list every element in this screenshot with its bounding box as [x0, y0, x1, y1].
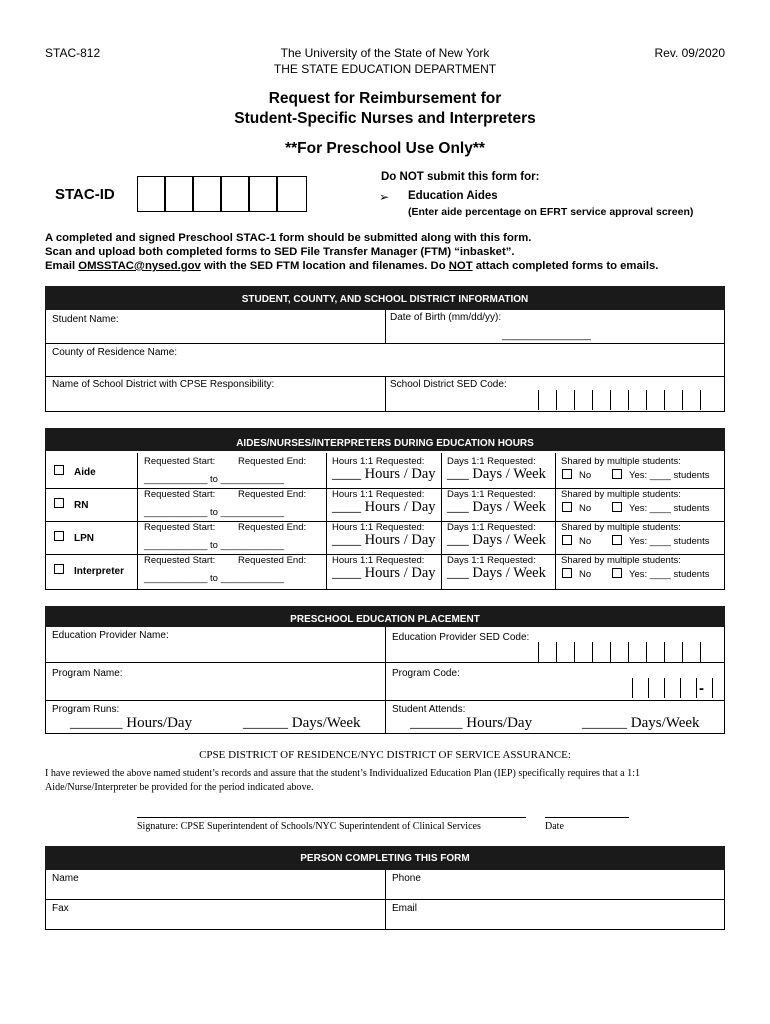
shared-label: Shared by multiple students: — [561, 555, 681, 566]
days-requested-label: Days 1:1 Requested: — [447, 555, 536, 566]
completer-email-field[interactable] — [392, 914, 722, 928]
program-code-dash: - — [699, 680, 704, 697]
stac-id-digit-box[interactable] — [193, 176, 221, 212]
days-requested-label: Days 1:1 Requested: — [447, 456, 536, 467]
completer-phone-label: Phone — [392, 873, 421, 884]
service-type-label: Aide — [74, 467, 96, 478]
student-attends-label: Student Attends: — [392, 704, 466, 715]
requested-end-label: Requested End: — [238, 522, 307, 533]
placement-section-header: PRESCHOOL EDUCATION PLACEMENT — [45, 606, 725, 627]
not-emphasis: NOT — [448, 260, 473, 272]
program-runs-label: Program Runs: — [52, 704, 120, 715]
excluded-item: Education Aides — [408, 190, 498, 202]
shared-no-checkbox[interactable] — [562, 502, 572, 512]
stac-id-digit-box[interactable] — [137, 176, 165, 212]
days-per-week-field[interactable]: ___ Days / Week — [447, 532, 546, 548]
student-attends-days[interactable]: ______ Days/Week — [582, 715, 700, 731]
days-per-week-field[interactable]: ___ Days / Week — [447, 499, 546, 515]
signature-label: Signature: CPSE Superintendent of Schools/NYC Superintendent of Clinical Services — [137, 821, 481, 832]
requested-date-range-field[interactable]: ____________ to ____________ — [144, 474, 285, 485]
shared-yes-checkbox[interactable] — [612, 502, 622, 512]
instruction-text: with the SED FTM location and filenames. Do — [200, 260, 449, 272]
date-label: Date — [545, 821, 564, 832]
do-not-submit-note: Do NOT submit this form for: — [381, 171, 540, 183]
provider-name-label: Education Provider Name: — [52, 630, 169, 641]
days-per-week-field[interactable]: ___ Days / Week — [447, 565, 546, 581]
dob-field[interactable]: ________________ — [502, 330, 591, 341]
service-type-checkbox[interactable] — [54, 465, 64, 475]
hours-requested-label: Hours 1:1 Requested: — [332, 555, 425, 566]
shared-label: Shared by multiple students: — [561, 522, 681, 533]
shared-no-label: No — [579, 503, 592, 514]
completer-email-label: Email — [392, 903, 418, 914]
form-code: STAC-812 — [45, 46, 101, 60]
shared-yes-label[interactable]: Yes: ____ students — [629, 536, 710, 547]
requested-start-label: Requested Start: — [144, 456, 216, 467]
requested-end-label: Requested End: — [238, 489, 307, 500]
department-name: THE STATE EDUCATION DEPARTMENT — [273, 62, 497, 76]
shared-yes-checkbox[interactable] — [612, 469, 622, 479]
hours-requested-label: Hours 1:1 Requested: — [332, 522, 425, 533]
shared-no-checkbox[interactable] — [562, 535, 572, 545]
service-type-checkbox[interactable] — [54, 531, 64, 541]
completer-phone-field[interactable] — [392, 884, 722, 898]
service-type-checkbox[interactable] — [54, 498, 64, 508]
shared-yes-checkbox[interactable] — [612, 568, 622, 578]
student-info-header: STUDENT, COUNTY, AND SCHOOL DISTRICT INFORMATION — [45, 286, 725, 310]
signature-line[interactable] — [137, 817, 526, 818]
aides-section-header: AIDES/NURSES/INTERPRETERS DURING EDUCATION HOURS — [45, 428, 725, 451]
provider-name-field[interactable] — [52, 642, 382, 660]
days-requested-label: Days 1:1 Requested: — [447, 522, 536, 533]
shared-yes-label[interactable]: Yes: ____ students — [629, 503, 710, 514]
hours-requested-label: Hours 1:1 Requested: — [332, 489, 425, 500]
service-type-label: LPN — [74, 533, 94, 544]
district-name-field[interactable] — [52, 392, 382, 410]
requested-date-range-field[interactable]: ____________ to ____________ — [144, 507, 285, 518]
shared-yes-label[interactable]: Yes: ____ students — [629, 470, 710, 481]
program-name-field[interactable] — [52, 680, 382, 698]
submission-email-link[interactable]: OMSSTAC@nysed.gov — [78, 260, 201, 272]
completer-section-header: PERSON COMPLETING THIS FORM — [45, 846, 725, 870]
assurance-text-line2: Aide/Nurse/Interpreter be provided for the period indicated above. — [45, 782, 314, 793]
shared-no-label: No — [579, 470, 592, 481]
stac-id-digit-box[interactable] — [277, 176, 307, 212]
shared-yes-checkbox[interactable] — [612, 535, 622, 545]
stac-id-digit-box[interactable] — [165, 176, 193, 212]
completer-name-field[interactable] — [52, 884, 382, 898]
instruction-text: Email — [45, 260, 79, 272]
date-line[interactable] — [545, 817, 629, 818]
hours-per-day-field[interactable]: ____ Hours / Day — [332, 532, 436, 548]
excluded-item-note: (Enter aide percentage on EFRT service approval screen) — [408, 206, 694, 218]
shared-label: Shared by multiple students: — [561, 489, 681, 500]
instruction-line-3 — [45, 260, 658, 272]
requested-end-label: Requested End: — [238, 555, 307, 566]
program-runs-hours[interactable]: _______ Hours/Day — [70, 715, 193, 731]
shared-no-label: No — [579, 536, 592, 547]
county-label: County of Residence Name: — [52, 347, 178, 358]
dob-label: Date of Birth (mm/dd/yy): — [390, 312, 502, 323]
revision-date: Rev. 09/2020 — [654, 46, 725, 60]
stac-id-digit-box[interactable] — [249, 176, 277, 212]
district-code-label: School District SED Code: — [390, 379, 507, 390]
service-type-checkbox[interactable] — [54, 564, 64, 574]
hours-per-day-field[interactable]: ____ Hours / Day — [332, 466, 436, 482]
completer-fax-field[interactable] — [52, 914, 382, 928]
form-title-line1: Request for Reimbursement for — [268, 90, 502, 107]
shared-label: Shared by multiple students: — [561, 456, 681, 467]
requested-date-range-field[interactable]: ____________ to ____________ — [144, 573, 285, 584]
form-subtitle: **For Preschool Use Only** — [285, 140, 485, 157]
requested-start-label: Requested Start: — [144, 555, 216, 566]
instruction-text: attach completed forms to emails. — [472, 260, 659, 272]
student-name-field[interactable] — [52, 326, 382, 342]
student-attends-hours[interactable]: _______ Hours/Day — [410, 715, 533, 731]
district-name-label: Name of School District with CPSE Responsibility: — [52, 379, 275, 390]
requested-start-label: Requested Start: — [144, 522, 216, 533]
days-requested-label: Days 1:1 Requested: — [447, 489, 536, 500]
shared-no-checkbox[interactable] — [562, 469, 572, 479]
bullet-arrow-icon: ➢ — [379, 190, 390, 204]
county-field[interactable] — [52, 359, 712, 375]
hours-requested-label: Hours 1:1 Requested: — [332, 456, 425, 467]
program-name-label: Program Name: — [52, 668, 123, 679]
shared-no-label: No — [579, 569, 592, 580]
hours-per-day-field[interactable]: ____ Hours / Day — [332, 499, 436, 515]
provider-code-label: Education Provider SED Code: — [392, 632, 530, 643]
instruction-line-1: A completed and signed Preschool STAC-1 form should be submitted along with this form. — [45, 232, 532, 244]
completer-name-label: Name — [52, 873, 79, 884]
shared-yes-label[interactable]: Yes: ____ students — [629, 569, 710, 580]
student-name-label: Student Name: — [52, 314, 119, 325]
service-type-label: Interpreter — [74, 566, 125, 577]
completer-fax-label: Fax — [52, 903, 69, 914]
program-runs-days[interactable]: ______ Days/Week — [243, 715, 361, 731]
requested-date-range-field[interactable]: ____________ to ____________ — [144, 540, 285, 551]
agency-name: The University of the State of New York — [280, 46, 490, 60]
requested-start-label: Requested Start: — [144, 489, 216, 500]
instruction-line-2: Scan and upload both completed forms to SED File Transfer Manager (FTM) “inbasket”. — [45, 246, 515, 258]
form-title-line2: Student-Specific Nurses and Interpreters — [234, 110, 536, 127]
requested-end-label: Requested End: — [238, 456, 307, 467]
days-per-week-field[interactable]: ___ Days / Week — [447, 466, 546, 482]
assurance-title: CPSE DISTRICT OF RESIDENCE/NYC DISTRICT OF SERVICE ASSURANCE: — [199, 749, 571, 761]
program-code-label: Program Code: — [392, 668, 460, 679]
assurance-text-line1: I have reviewed the above named student’s records and assure that the student’s Individualized Education Plan (IEP) specifically requires that a 1:1 — [45, 768, 641, 779]
shared-no-checkbox[interactable] — [562, 568, 572, 578]
stac-id-digit-box[interactable] — [221, 176, 249, 212]
stac-id-label: STAC-ID — [55, 186, 115, 203]
hours-per-day-field[interactable]: ____ Hours / Day — [332, 565, 436, 581]
service-type-label: RN — [74, 500, 89, 511]
